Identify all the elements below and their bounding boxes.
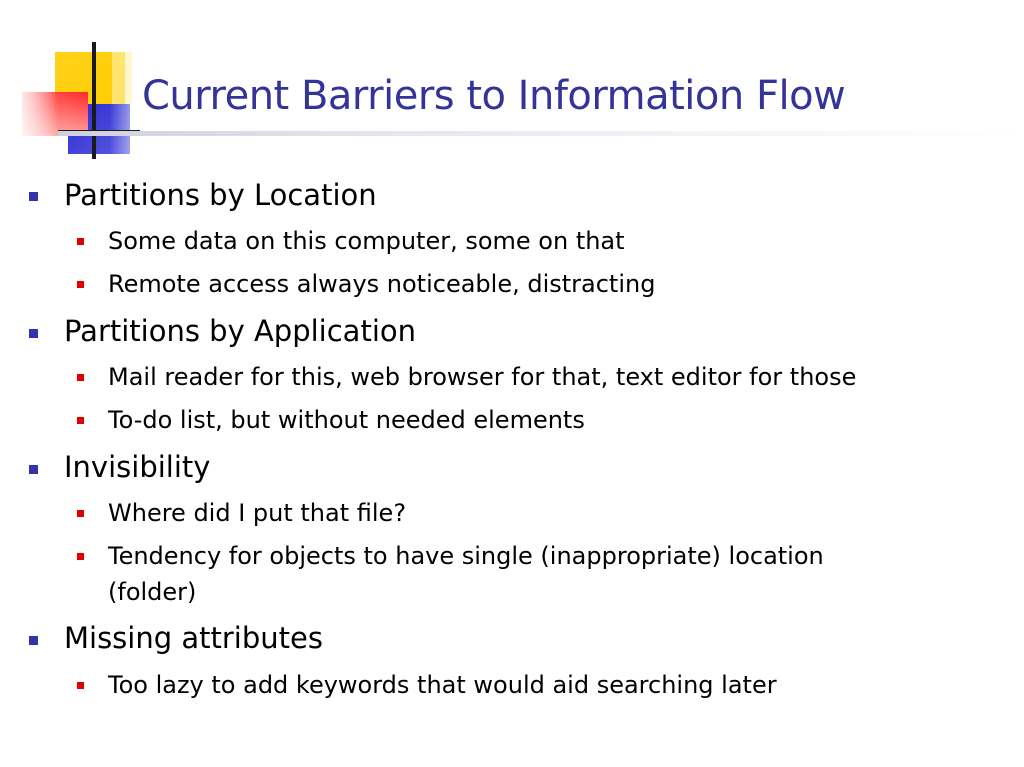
sub-bullet-item: Too lazy to add keywords that would aid searching later — [108, 671, 777, 699]
sub-bullet-marker — [77, 553, 84, 560]
sub-bullet-marker — [77, 374, 84, 381]
sub-bullet-item-continuation: (folder) — [108, 578, 197, 606]
bullet-item: Partitions by Location — [64, 178, 377, 212]
logo-vertical-line — [92, 42, 96, 159]
sub-bullet-marker — [77, 417, 84, 424]
bullet-marker — [29, 636, 38, 645]
bullet-item: Missing attributes — [64, 621, 323, 655]
sub-bullet-marker — [77, 510, 84, 517]
sub-bullet-item: To-do list, but without needed elements — [108, 406, 585, 434]
title-underline — [58, 131, 1024, 136]
bullet-marker — [29, 192, 38, 201]
sub-bullet-marker — [77, 281, 84, 288]
sub-bullet-item: Where did I put that file? — [108, 499, 407, 527]
bullet-marker — [29, 465, 38, 474]
bullet-item: Invisibility — [64, 450, 211, 484]
sub-bullet-item: Mail reader for this, web browser for that, text editor for those — [108, 363, 857, 391]
sub-bullet-item: Some data on this computer, some on that — [108, 227, 625, 255]
bullet-item: Partitions by Application — [64, 314, 417, 348]
sub-bullet-item: Remote access always noticeable, distracting — [108, 270, 656, 298]
bullet-marker — [29, 329, 38, 338]
sub-bullet-item: Tendency for objects to have single (inappropriate) location — [108, 542, 824, 570]
sub-bullet-marker — [77, 682, 84, 689]
sub-bullet-marker — [77, 238, 84, 245]
slide-title: Current Barriers to Information Flow — [142, 73, 846, 119]
